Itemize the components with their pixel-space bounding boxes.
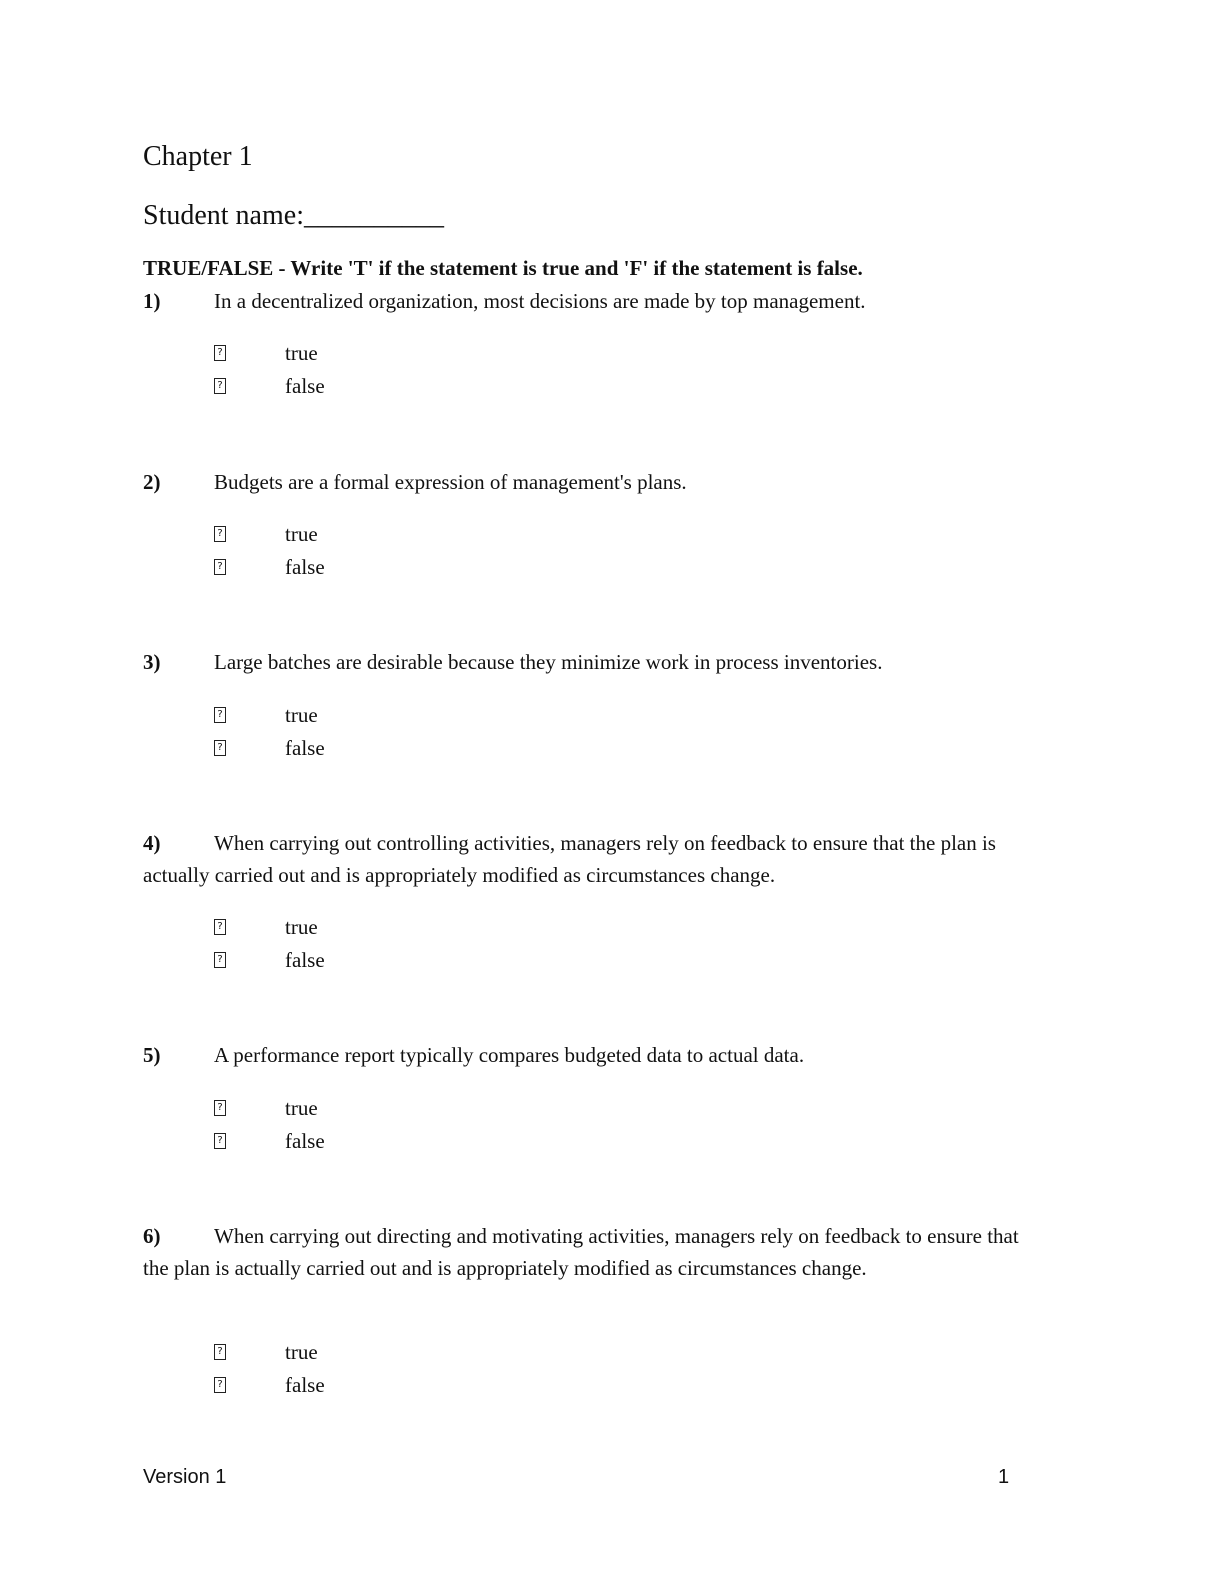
question-number: 1)	[143, 289, 161, 313]
option-label-true: true	[285, 915, 318, 939]
checkbox-false[interactable]: ?	[214, 559, 226, 575]
option-label-true: true	[285, 1340, 318, 1364]
instructions: TRUE/FALSE - Write 'T' if the statement is true and 'F' if the statement is false.	[143, 256, 863, 280]
checkbox-false[interactable]: ?	[214, 1377, 226, 1393]
option-label-false: false	[285, 948, 325, 972]
footer-page-number: 1	[998, 1466, 1010, 1488]
question-number: 5)	[143, 1043, 161, 1067]
option-label-false: false	[285, 736, 325, 760]
checkbox-false[interactable]: ?	[214, 378, 226, 394]
question-text: A performance report typically compares budgeted data to actual data.	[214, 1043, 805, 1067]
checkbox-false[interactable]: ?	[214, 952, 226, 968]
question-number: 4)	[143, 831, 161, 855]
option-label-false: false	[285, 1373, 325, 1397]
question-paragraph	[143, 827, 1043, 891]
option-label-true: true	[285, 703, 318, 727]
option-label-false: false	[285, 374, 325, 398]
checkbox-true[interactable]: ?	[214, 345, 226, 361]
question-text: When carrying out directing and motivating activities, managers rely on feedback to ensure that the plan is actually carried out and is appropriately modified as circumstances change.	[143, 1224, 1019, 1280]
option-label-false: false	[285, 1129, 325, 1153]
question-number: 3)	[143, 650, 161, 674]
question-paragraph	[143, 1220, 1023, 1284]
question-text: In a decentralized organization, most decisions are made by top management.	[214, 289, 866, 313]
checkbox-true[interactable]: ?	[214, 1344, 226, 1360]
option-label-true: true	[285, 341, 318, 365]
footer-version: Version 1	[143, 1466, 227, 1488]
checkbox-true[interactable]: ?	[214, 919, 226, 935]
question-number: 6)	[143, 1224, 161, 1248]
option-label-false: false	[285, 555, 325, 579]
student-name-line: Student name:__________	[143, 200, 444, 231]
question-text: When carrying out controlling activities, managers rely on feedback to ensure that the plan is actually carried out and is appropriately modified as circumstances change.	[143, 831, 996, 887]
option-label-true: true	[285, 1096, 318, 1120]
checkbox-true[interactable]: ?	[214, 526, 226, 542]
question-number: 2)	[143, 470, 161, 494]
checkbox-false[interactable]: ?	[214, 1133, 226, 1149]
checkbox-true[interactable]: ?	[214, 1100, 226, 1116]
checkbox-false[interactable]: ?	[214, 740, 226, 756]
checkbox-true[interactable]: ?	[214, 707, 226, 723]
question-text: Budgets are a formal expression of management's plans.	[214, 470, 687, 494]
chapter-heading: Chapter 1	[143, 141, 253, 172]
option-label-true: true	[285, 522, 318, 546]
question-text: Large batches are desirable because they minimize work in process inventories.	[214, 650, 883, 674]
